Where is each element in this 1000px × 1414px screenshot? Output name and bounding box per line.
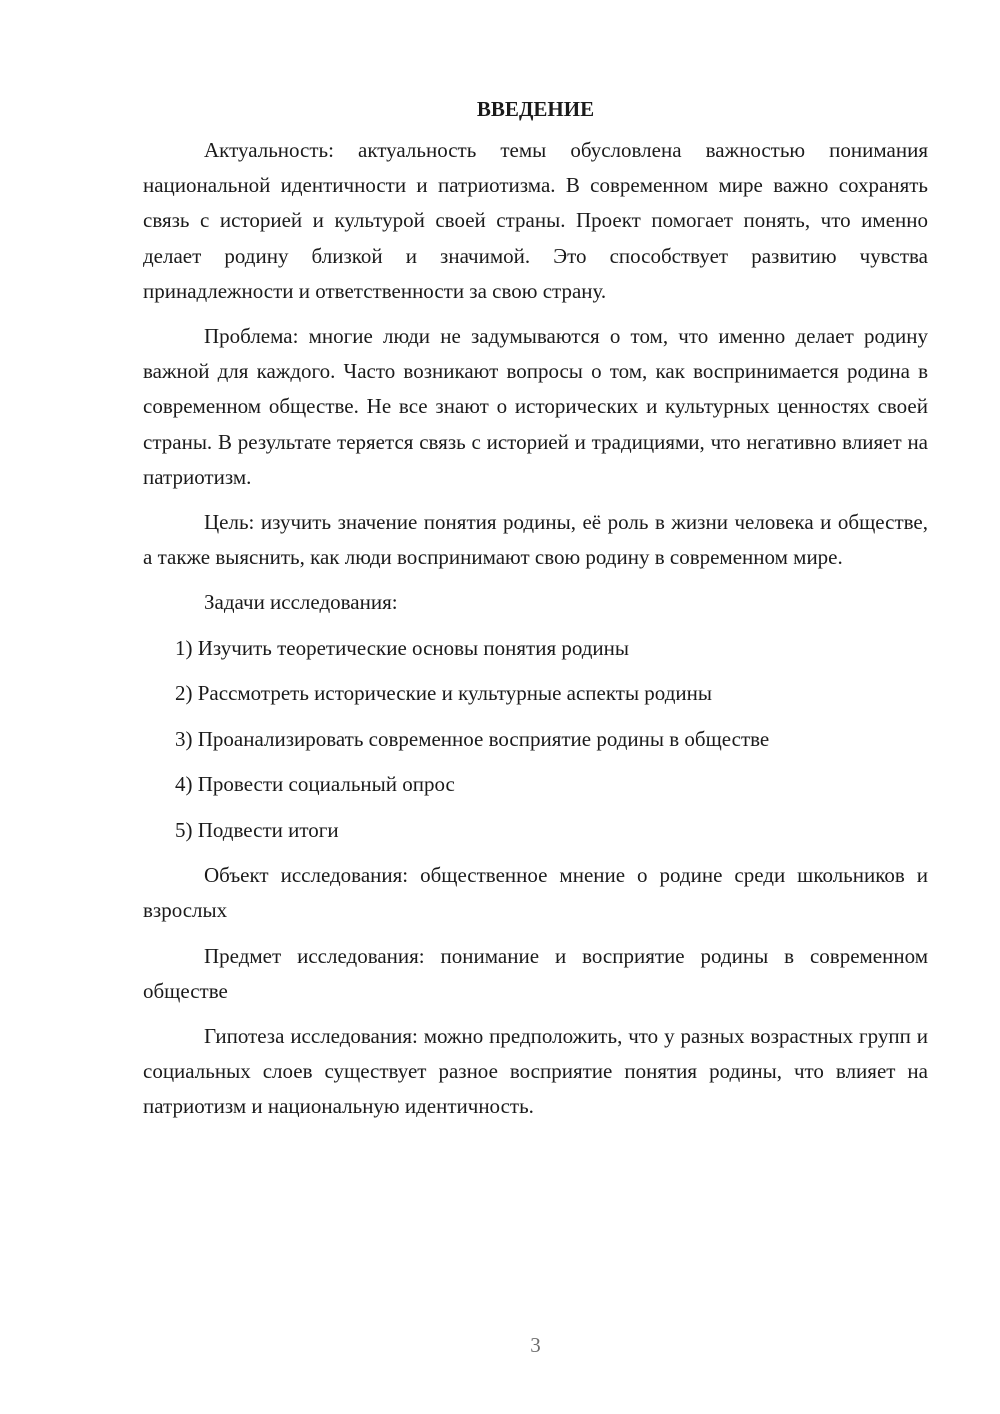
goal-paragraph: Цель: изучить значение понятия родины, её роль в жизни человека и обществе, а также выяснить, как люди воспринимают свою родину в современном мире. (143, 510, 928, 570)
tasks-heading: Задачи исследования: (204, 590, 398, 615)
hypothesis-paragraph: Гипотеза исследования: можно предположить, что у разных возрастных групп и социальных слоев существует разное восприятие понятия родины, что влияет на патриотизм и национальную идентичность. (143, 1023, 928, 1119)
object-paragraph: Объект исследования: общественное мнение о родине среди школьников и взрослых (143, 863, 928, 923)
task-item: 3) Проанализировать современное восприятие родины в обществе (175, 726, 770, 751)
document-page (143, 92, 928, 1135)
task-item: 1) Изучить теоретические основы понятия родины (175, 635, 630, 660)
task-item: 4) Провести социальный опрос (175, 772, 455, 797)
relevance-paragraph: Актуальность: актуальность темы обусловлена важностью понимания национальной идентичности и патриотизма. В современном мире важно сохранять связь с историей и культурой своей страны. Проект помогает понять, что именно делает родину близкой и значимой. Это способствует развитию чувства принадлежности и ответственности за свою страну. (143, 138, 928, 303)
task-item: 2) Рассмотреть исторические и культурные аспекты родины (175, 681, 712, 706)
task-item: 5) Подвести итоги (175, 817, 339, 842)
subject-paragraph: Предмет исследования: понимание и восприятие родины в современном обществе (143, 943, 928, 1003)
problem-paragraph: Проблема: многие люди не задумываются о том, что именно делает родину важной для каждого. Часто возникают вопросы о том, как воспринимается родина в современном обществе. Не все знают о исторических и культурных ценностях своей страны. В результате теряется связь с историей и традициями, что негативно влияет на патриотизм. (143, 324, 928, 489)
page-number: 3 (530, 1333, 541, 1357)
document-title: ВВЕДЕНИЕ (476, 97, 595, 121)
tasks-list (143, 631, 928, 848)
